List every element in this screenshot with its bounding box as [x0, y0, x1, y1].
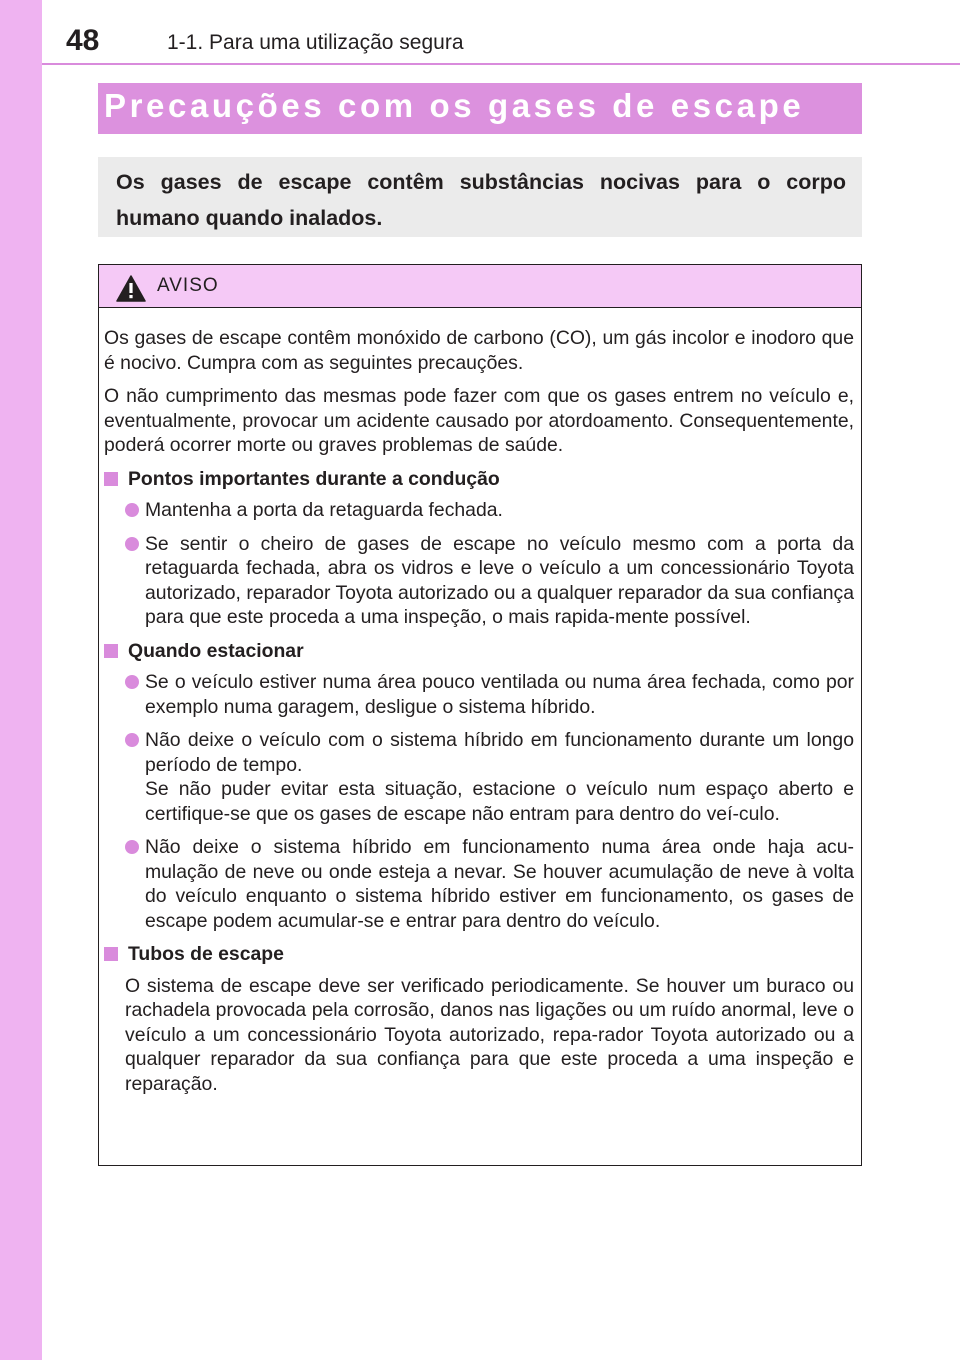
section-heading-text: Quando estacionar: [128, 639, 304, 662]
warning-content: [104, 326, 854, 1096]
list-item-text: Não deixe o sistema híbrido em funcionamento numa área onde haja acu-mulação de neve ou onde esteja a nevar. Se houver acumulação de neve à volta do veículo enquanto o sistema híbrido estiver em funcionamento, os gases de escape podem acumular-se e entrar para dentro do veículo.: [145, 836, 854, 932]
round-bullet-icon: [125, 840, 139, 854]
round-bullet-icon: [125, 503, 139, 517]
header-divider: [42, 63, 960, 65]
list-item-continuation: Se não puder evitar esta situação, estacione o veículo num espaço aberto e certifique-se que os gases de escape não entram para dentro do veí-culo.: [145, 778, 854, 825]
warning-header: [99, 265, 861, 308]
page-title: Precauções com os gases de escape: [104, 87, 805, 124]
list-item: [104, 532, 854, 630]
square-bullet-icon: [104, 644, 118, 658]
list-item: [104, 670, 854, 719]
warning-paragraph: Os gases de escape contêm monóxido de carbono (CO), um gás incolor e inodoro que é nocivo. Cumpra com as seguintes precauções.: [104, 327, 854, 374]
section-heading: [104, 942, 854, 967]
section-body-text: O sistema de escape deve ser verificado periodicamente. Se houver um buraco ou rachadela provocada pela corrosão, danos nas ligações ou um ruído anormal, leve o veículo a um concessionário Toyota autorizado, repa-rador Toyota autorizado ou a qualquer reparador da sua confiança para que este proceda a uma inspeção e reparação.: [125, 974, 854, 1095]
round-bullet-icon: [125, 675, 139, 689]
square-bullet-icon: [104, 947, 118, 961]
square-bullet-icon: [104, 472, 118, 486]
round-bullet-icon: [125, 733, 139, 747]
list-item: [104, 498, 854, 523]
list-item: [104, 835, 854, 933]
warning-label: AVISO: [157, 275, 219, 296]
intro-text: Os gases de escape contêm substâncias nocivas para o corpo humano quando inalados.: [116, 170, 846, 230]
list-item: [104, 728, 854, 826]
side-color-strip: [0, 0, 42, 1360]
list-item-text: Mantenha a porta da retaguarda fechada.: [145, 499, 503, 521]
section-breadcrumb: 1-1. Para uma utilização segura: [167, 31, 464, 54]
list-item-text: Se o veículo estiver numa área pouco ventilada ou numa área fechada, como por exemplo numa garagem, desligue o sistema híbrido.: [145, 671, 854, 718]
section-heading-text: Tubos de escape: [128, 943, 284, 965]
page-number: 48: [66, 24, 100, 57]
warning-paragraph: O não cumprimento das mesmas pode fazer com que os gases entrem no veículo e, eventualmente, provocar um acidente causado por atordoamento. Consequentemente, poderá ocorrer morte ou graves problemas de saúde.: [104, 385, 854, 456]
warning-box: [98, 264, 862, 1166]
section-heading-text: Pontos importantes durante a condução: [128, 467, 500, 490]
list-item-text: Não deixe o veículo com o sistema híbrido em funcionamento durante um longo período de tempo.: [145, 729, 854, 776]
list-item-text: Se sentir o cheiro de gases de escape no veículo mesmo com a porta da retaguarda fechada, abra os vidros e leve o veículo a um concessionário Toyota autorizado, reparador Toyota autorizado ou a qualquer reparador da sua confiança para que este proceda a uma inspeção, o mais rapida-mente possível.: [145, 532, 854, 628]
warning-triangle-icon: [116, 275, 146, 302]
section-heading: [104, 639, 854, 664]
section-heading: [104, 467, 854, 492]
round-bullet-icon: [125, 537, 139, 551]
